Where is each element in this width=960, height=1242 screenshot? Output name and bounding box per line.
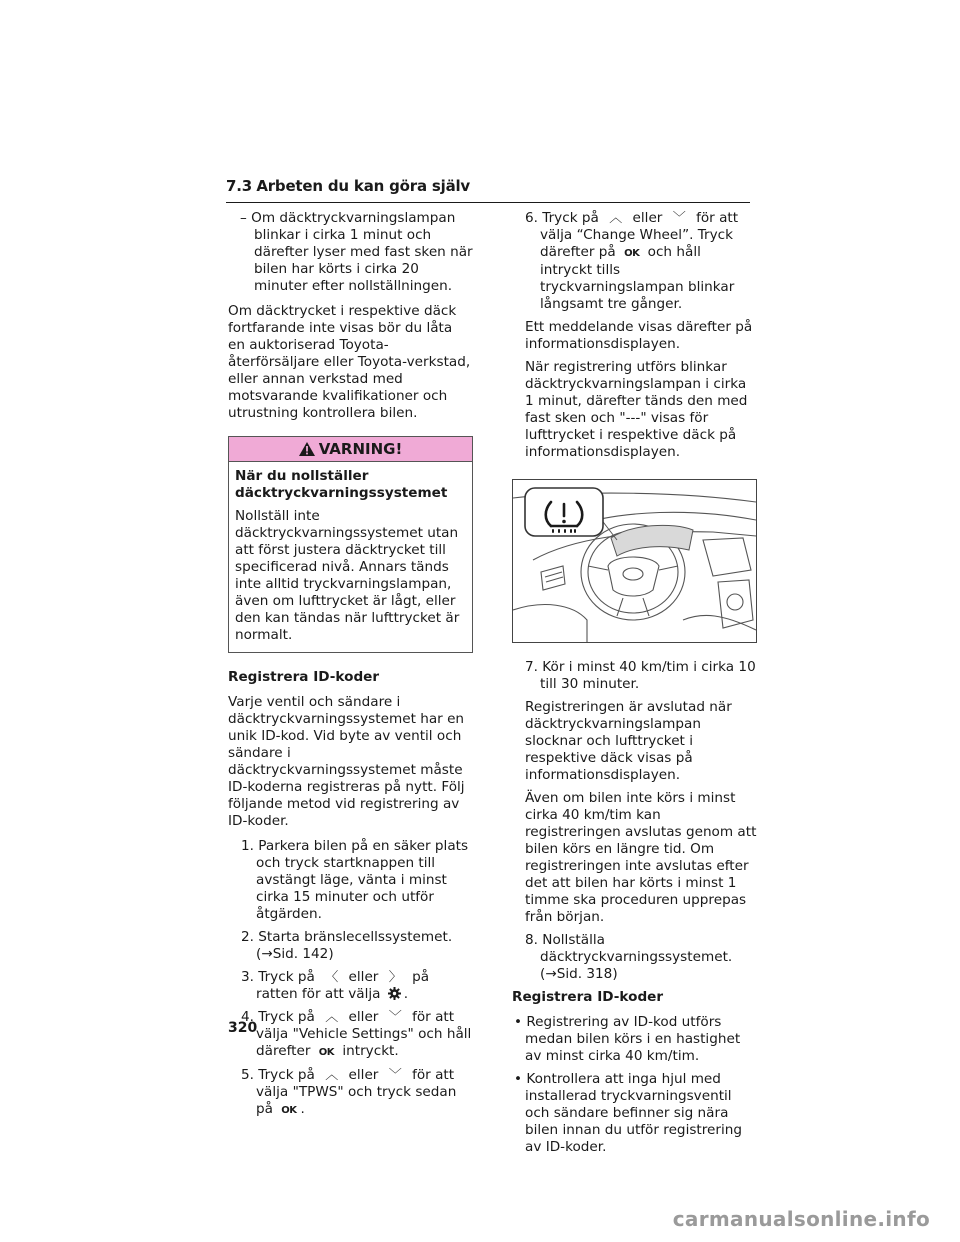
ok-button-icon: OK bbox=[318, 1047, 335, 1058]
step-4 bbox=[228, 1009, 473, 1061]
section-number: 7.3 bbox=[226, 177, 252, 195]
subheading: Registrera ID-koder bbox=[512, 989, 664, 1005]
dashboard-drawing bbox=[513, 480, 756, 642]
left-column bbox=[228, 210, 473, 1125]
step-3-text-a: 3. Tryck på bbox=[241, 969, 315, 985]
page-reference: (→Sid. 142) bbox=[256, 946, 334, 962]
step-5-text-a: 5. Tryck på bbox=[241, 1067, 315, 1083]
warning-header bbox=[229, 437, 472, 462]
section-title: Arbeten du kan göra själv bbox=[256, 177, 471, 195]
step-4-text-c: för att välja "Vehicle Settings" och håll därefter bbox=[256, 1009, 472, 1059]
step-4-text-d: intryckt. bbox=[342, 1043, 399, 1059]
step-1: 1. Parkera bilen på en säker plats och tryck startknappen till avstängt läge, vänta i minst cirka 15 minuter och utför åtgärden. bbox=[241, 838, 469, 922]
step-3-text-d: . bbox=[403, 986, 409, 1002]
step-4-text-b: eller bbox=[348, 1009, 379, 1025]
step-6-text-c: för att välja “Change Wheel”. Tryck därefter på bbox=[540, 210, 739, 260]
step-7: 7. Kör i minst 40 km/tim i cirka 10 till 30 minuter. bbox=[525, 659, 756, 692]
dashboard-illustration bbox=[512, 479, 757, 643]
chevron-up-icon: ︿ bbox=[325, 1068, 339, 1083]
page-reference: (→Sid. 318) bbox=[540, 966, 618, 982]
subheading: Registrera ID-koder bbox=[228, 669, 380, 685]
gear-icon bbox=[388, 987, 401, 1000]
chevron-up-icon: ︿ bbox=[325, 1010, 339, 1025]
step-6-text-b: eller bbox=[632, 210, 663, 226]
step-7-note: Registreringen är avslutad när däcktryckvarningslampan slocknar och lufttrycket i respektive däck visas på informationsdisplayen. bbox=[525, 699, 732, 783]
step-6-note: Ett meddelande visas därefter på informationsdisplayen. bbox=[525, 319, 753, 352]
step-8-text: 8. Nollställa däcktryckvarningssystemet. bbox=[525, 932, 733, 965]
step-5-text-b: eller bbox=[348, 1067, 379, 1083]
ok-button-icon: OK bbox=[281, 1105, 297, 1116]
chevron-left-icon: 〈 bbox=[325, 970, 339, 985]
chevron-up-icon: ︿ bbox=[609, 211, 623, 226]
step-6-note: När registrering utförs blinkar däcktryckvarningslampan i cirka 1 minut, därefter tänds den med fast sken och "---" visas för lufttrycket i respektive däck på informationsdisplayen. bbox=[525, 359, 748, 460]
paragraph: Om däcktrycket i respektive däck fortfarande inte visas bör du låta en auktoriserad Toyota-återförsäljare eller Toyota-verkstad, eller annan verkstad med motsvarande kvalifikationer och utrustning kontrollera bilen. bbox=[228, 303, 471, 421]
step-6-text-d: och håll intryckt tills tryckvarningslampan blinkar långsamt tre gånger. bbox=[540, 244, 735, 312]
step-2 bbox=[228, 929, 473, 963]
step-2-text: 2. Starta bränslecellssystemet. bbox=[241, 929, 453, 945]
warning-triangle-icon bbox=[299, 442, 315, 456]
chevron-down-icon: ﹀ bbox=[672, 211, 686, 226]
intro-paragraph: Varje ventil och sändare i däcktryckvarningssystemet har en unik ID-kod. Vid byte av ventil och sändare i däcktryckvarningssystemet måste ID-koderna registreras på nytt. Följ följande metod vid registrering av ID-koder. bbox=[228, 694, 465, 829]
watermark: carmanualsonline.info bbox=[672, 1207, 930, 1231]
bullet-item: • Registrering av ID-kod utförs medan bilen körs i en hastighet av minst cirka 40 km/tim. bbox=[514, 1014, 741, 1064]
page-number: 320 bbox=[228, 1020, 258, 1036]
warning-body bbox=[229, 462, 472, 652]
step-5-text-c: för att välja "TPWS" och tryck sedan på bbox=[256, 1067, 457, 1117]
step-3-text-b: eller bbox=[348, 969, 379, 985]
warning-label: VARNING! bbox=[318, 439, 403, 458]
step-4-text-a: 4. Tryck på bbox=[241, 1009, 315, 1025]
step-8 bbox=[512, 932, 757, 983]
right-column bbox=[512, 210, 757, 1162]
step-5-text-d: . bbox=[300, 1101, 305, 1117]
bullet-item: • Kontrollera att inga hjul med installerad tryckvarningsventil och sändare befinner sig nära bilen innan du utför registrering av ID-koder. bbox=[514, 1071, 743, 1155]
warning-box bbox=[228, 436, 473, 653]
chevron-right-icon: 〉 bbox=[388, 970, 402, 985]
step-3-text-c: på ratten för att välja bbox=[256, 969, 430, 1002]
ok-button-icon: OK bbox=[624, 248, 640, 259]
step-6-text-a: 6. Tryck på bbox=[525, 210, 599, 226]
warning-title: När du nollställer däcktryckvarningssystemet bbox=[235, 468, 448, 501]
step-6 bbox=[512, 210, 757, 313]
step-7-note: Även om bilen inte körs i minst cirka 40 km/tim kan registreringen avslutas genom att bilen körs en längre tid. Om registreringen inte avslutas efter det att bilen har körts i minst 1 timme ska proceduren upprepas från början. bbox=[525, 790, 757, 925]
step-3 bbox=[228, 969, 473, 1003]
step-5 bbox=[228, 1067, 473, 1119]
chevron-down-icon: ﹀ bbox=[388, 1068, 402, 1083]
chevron-down-icon: ﹀ bbox=[388, 1010, 402, 1025]
dash-item: – Om däcktryckvarningslampan blinkar i cirka 1 minut och därefter lyser med fast sken när bilen har körts i cirka 20 minuter efter nollställningen. bbox=[240, 210, 473, 294]
section-header bbox=[226, 178, 750, 203]
warning-text: Nollställ inte däcktryckvarningssystemet utan att först justera däcktrycket till specificerad nivå. Annars tänds inte alltid tryckvarningslampan, även om lufttrycket är lågt, eller den kan tändas när lufttrycket är normalt. bbox=[235, 508, 460, 643]
